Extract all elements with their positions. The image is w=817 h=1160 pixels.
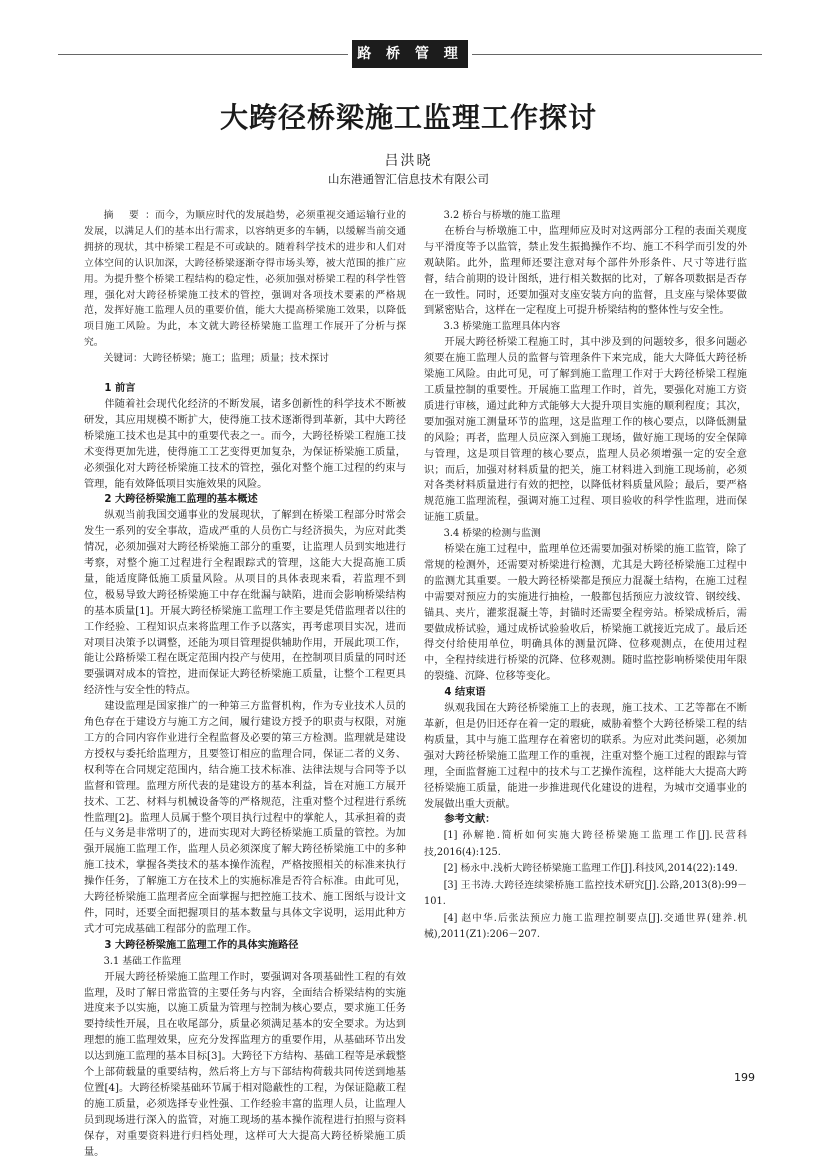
- paragraph: 建设监理是国家推广的一种第三方监督机构，作为专业技术人员的角色存在于建设方与施工方之间，履行建设方授予的职责与权限，对施工方的合同内容作业进行全程监督及必要的第三方检测。监理就是建设方授权与委托给监理方，且要签订相应的监理合同，保证二者的义务、权利等在合同规定范围内，结合施工技术标准、法律法规与合同等予以监督和管理。监理方所代表的是建设方的基本利益，旨在对施工方展开技术、工艺、材料与机械设备等的严格规范，注重对整个过程进行系统性监理[2]。监理人员属于整个项目执行过程中的掌舵人，其承担着的责任与义务是非常明了的，进而实现对大跨径桥梁施工质量的管控。为加强开展施工监理工作，监理人员必须深度了解大跨径桥梁施工中的多种施工技术，掌握各类技术的基本操作流程，严格按照相关的标准来执行操作任务，了解施工方在技术上的实施标准是否符合标准。由此可见，大跨径桥梁施工监理者应全面掌握与把控施工技术、施工图纸与设计文件，同时，还要全面把握项目的基本数量与具体文字说明，运用此种方式才可完成基础工程部分的监理工作。: [84, 701, 406, 935]
- author-affiliation: 山东港通智汇信息技术有限公司: [328, 172, 489, 186]
- keywords: 关键词：大跨径桥梁；施工；监理；质量；技术探讨: [103, 353, 329, 365]
- left-column: [84, 208, 406, 1160]
- subsection-heading-3-3: 3.3 桥梁施工监理具体内容: [443, 321, 561, 333]
- page-number: 199: [734, 1071, 755, 1084]
- paragraph: 伴随着社会现代化经济的不断发展，诸多创新性的科学技术不断被研发，其应用规模不断扩大，使得施工技术逐渐得到革新，其中大跨径桥梁施工技术也是其中的重要代表之一。而今，大跨径桥梁工程施工技术变得更加先进，使得施工工艺变得更加复杂，为保证桥梁施工质量，必须强化对大跨径桥梁施工技术的管控，强化对整个施工过程的约束与管理，能有效降低项目实施效果的风险。: [84, 398, 406, 490]
- abstract: [84, 208, 406, 351]
- subsection-heading-3-1: 3.1 基础工作监理: [103, 955, 182, 967]
- section-heading-2: 2 大跨径桥梁施工监理的基本概述: [104, 494, 258, 506]
- subsection-heading-3-2: 3.2 桥台与桥墩的施工监理: [443, 210, 561, 221]
- paragraph: 开展大跨径桥梁施工监理工作时，要强调对各项基础性工程的有效监理，及时了解日常监管的主要任务与内容，全面结合桥梁结构的实施进度来予以实施，以施工质量为管理与控制为核心要点，要求施工任务要持续性开展，且在收尾部分，质量必须满足基本的安全要求。为达到理想的施工监理效果，应充分发挥监理方的重要作用，从基础环节出发以达到施工监理的基本目标[3]。大跨径下方结构、基础工程等是承载整个上部荷载量的重要结构，然后将上方与下部结构荷载共同传送到地基位置[4]。大跨径桥梁基础环节属于相对隐蔽性的工程，为保证隐蔽工程的施工质量，必须选择专业性强、工作经验丰富的监理人员，让监理人员到现场进行深入的监管，对施工现场的基本操作流程进行拍照与资料保存，对重要资料进行归档处理，这样可大大提高大跨径桥梁施工质量。: [84, 971, 406, 1158]
- abstract-text: ：而今，为顺应时代的发展趋势，必须重视交通运输行业的发展，以满足人们的基本出行需求，以容纳更多的车辆，以缓解当前交通拥挤的现状，其中桥梁工程是不可或缺的。随着科学技术的进步和人们对立体空间的认识加深，大跨径桥梁逐渐夺得市场头筹，被大范围的推广应用。为提升整个桥梁工程结构的稳定性，必须加强对桥梁工程的科学性管理，强化对大跨径桥梁施工技术的管控，强调对各项技术要素的严格规范，发挥好施工监理人员的重要价值，能大大提高桥梁施工效果，以降低项目施工风险。为此，本文就大跨径桥梁施工监理工作展开了分析与探究。: [84, 210, 407, 349]
- references-heading: 参考文献：: [444, 813, 496, 826]
- paragraph: 纵观当前我国交通事业的发展现状，了解到在桥梁工程部分时常会发生一系列的安全事故，造成严重的人员伤亡与经济损失，为应对此类情况，必须加强对大跨径桥梁施工部分的重要，让监理人员到实地进行考察，对整个施工过程进行全程跟踪式的管理，这能大大提高施工质量，能适度降低施工质量风险。从项目的具体表现来看，若监理不到位，极易导致大跨径桥梁施工中存在纰漏与缺陷，进而会影响桥梁结构的基本质量[1]。开展大跨径桥梁施工监理工作主要是凭借监理者以往的工作经验、工程知识点来将监理工作予以落实，再考虑项目实况，进而对项目决策予以调整，还能为项目管理提供辅助作用，开展此项工作，能让公路桥梁工程在既定范围内投产与使用，在控制项目质量的同时还要强调对成本的管控，进而保证大跨径桥梁施工质量，让整个工程更具经济性与安全性的特点。: [84, 510, 406, 697]
- article-title: 大跨径桥梁施工监理工作探讨: [219, 101, 597, 134]
- section-heading-4: 4 结束语: [444, 687, 486, 699]
- reference-item: [3] 王书涛.大跨径连续梁桥施工监控技术研究[J].公路,2013(8):99－101.: [424, 879, 747, 908]
- right-column: [424, 208, 747, 944]
- subsection-heading-3-4: 3.4 桥梁的检测与监测: [443, 528, 541, 540]
- author-name: 吕洪晓: [384, 153, 433, 169]
- section-heading-1: 1 前言: [104, 383, 136, 395]
- paragraph: 纵观我国在大跨径桥梁施工上的表现，施工技术、工艺等都在不断革新，但是仍旧还存在着一定的瑕疵，威胁着整个大跨径桥梁工程的结构质量，其中与施工监理存在着密切的联系。为应对此类问题，必须加强对大跨径桥梁施工监理工作的重视，注重对整个施工过程的跟踪与管理，全面监督施工过程中的技术与工艺操作流程，这样能大大提高大跨径桥梁施工质量，能进一步推进现代化建设的进程，为城市交通事业的发展做出重大贡献。: [424, 703, 747, 810]
- header-rule-right: [472, 54, 762, 55]
- section-header-tag: 路 桥 管 理: [352, 40, 468, 68]
- abstract-label: 摘 要: [103, 210, 146, 221]
- header-rule-left: [58, 54, 348, 55]
- paragraph: 在桥台与桥墩施工中，监理师应及时对这两部分工程的表面关观度与平滑度等予以监管，禁止发生振搗操作不均、施工不科学而引发的外观缺陷。此外，监理师还要注意对每个部件外形条件、尺寸等进行监督，结合前期的设计图纸，进行相关数据的比对，了解各项数据是否存在一致性。同时，还要加强对支座安装方向的监督，且支座与梁体要做到紧密贴合，这样在一定程度上可提升桥梁结构的整体性与安全性。: [424, 225, 747, 317]
- reference-item: [1] 孙解艳.简析如何实施大跨径桥梁施工监理工作[J].民营科技,2016(4):125.: [424, 830, 747, 858]
- paragraph: 桥梁在施工过程中，监理单位还需要加强对桥梁的施工监管，除了常规的检测外，还需要对桥梁进行检测，尤其是大跨径桥梁施工过程中的监测尤其重要。一般大跨径桥梁都是预应力混凝土结构，在施工过程中需要对预应力的实施进行抽检，一般都包括预应力波纹管、钢绞线、锚具、夹片，灌浆混凝土等，封锚时还需要全程旁站。桥梁成桥后，需要做成桥试验，通过成桥试验验收后，桥梁施工就接近完成了。最后还得交付给使用单位，明确具体的测量沉降、位移观测点，在使用过程中，全程持续进行桥梁的沉降、位移观测。随时监控影响桥梁使用年限的裂缝、沉降、位移等变化。: [424, 544, 747, 683]
- paragraph: 开展大跨径桥梁工程施工时，其中涉及到的问题较多，很多问题必须要在施工监理人员的监督与管理条件下来完成，能大大降低大跨径桥梁施工风险。由此可见，可了解到施工监理工作对于大跨径桥梁工程施工质量控制的重要性。开展施工监理工作时，首先，要强化对施工方资质进行审核，通过此种方式能够大大提升项目实施的顺利程度；其次，要加强对施工测量环节的监理，这是监理工作的核心要点，以降低测量的风险；再者，监理人员应深入到施工现场，做好施工现场的安全保障与管理，这是项目管理的核心要点，监理人员必须增强一定的安全意识；而后，加强对材料质量的把关，施工材料进入到施工现场前，必须对各类材料质量进行有效的把控，以降低材料质量风险；最后，要严格规范施工监理流程，强调对施工过程、项目验收的科学性监理，进而保证施工质量。: [424, 337, 747, 524]
- reference-item: [4] 赵中华.后张法预应力施工监理控制要点[J].交通世界(建养.机械),2011(Z1):206－207.: [424, 912, 747, 941]
- reference-item: [2] 杨永中.浅析大跨径桥梁施工监理工作[J].科技风,2014(22):149.: [443, 863, 738, 875]
- section-heading-3: 3 大跨径桥梁施工监理工作的具体实施路径: [104, 939, 299, 951]
